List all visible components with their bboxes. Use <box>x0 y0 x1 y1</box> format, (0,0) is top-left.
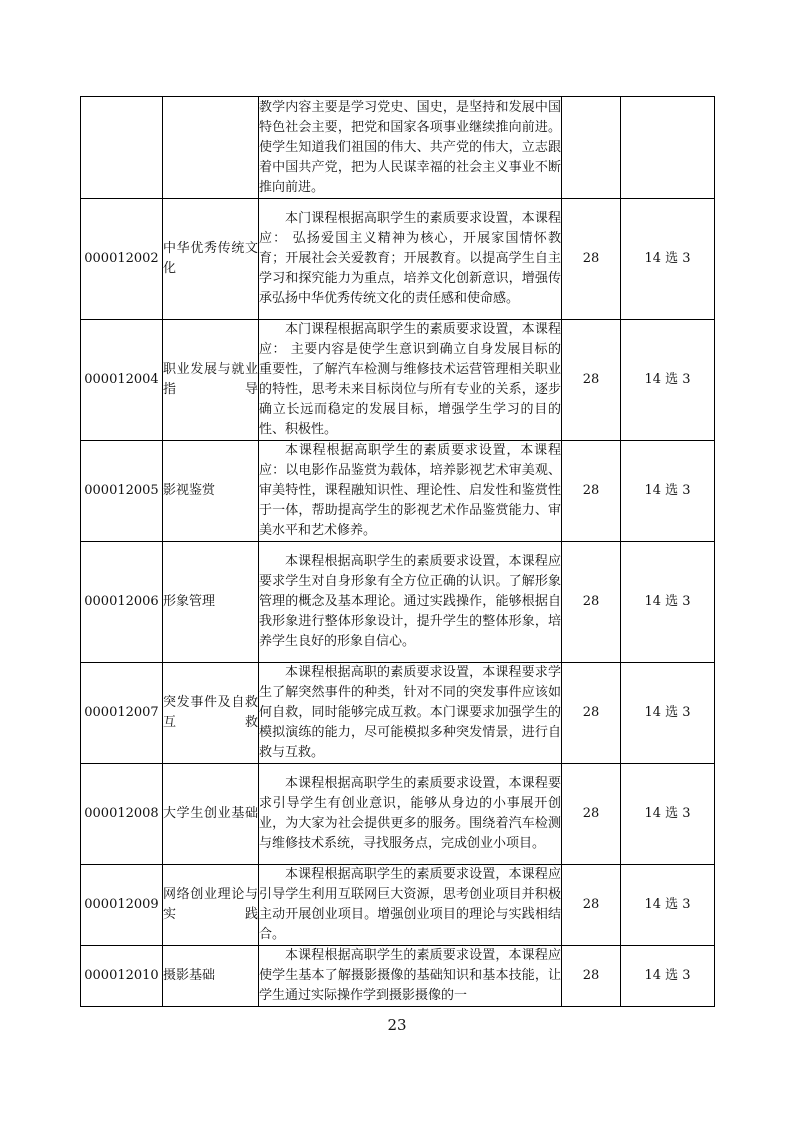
course-name-cell: 网络创业理论与实践 <box>163 865 259 946</box>
course-selection-cell: 14 选 3 <box>621 865 715 946</box>
course-table <box>80 96 715 1007</box>
course-description-cell <box>259 946 562 1007</box>
course-selection-cell: 14 选 3 <box>621 946 715 1007</box>
course-description: 本课程根据高职学生的素质要求设置，本课程应使学生基本了解摄影摄像的基础知识和基本技能，让学生通过实际操作学到摄影摄像的一 <box>259 948 561 1003</box>
course-description: 本课程根据高职学生的素质要求设置，本课程应引导学生利用互联网巨大资源，思考创业项目并积极主动开展创业项目。增强创业项目的理论与实践相结合。 <box>259 867 561 942</box>
table-row <box>81 764 715 865</box>
course-name-cell: 职业发展与就业指导 <box>163 320 259 441</box>
course-description: 本门课程根据高职学生的素质要求设置，本课程应： 弘扬爱国主义精神为核心，开展家国情怀教育；开展社会关爱教育；开展教育。以提高学生自主学习和探究能力为重点，培养文化创新意识，增强传承弘扬中华优秀传统文化的责任感和使命感。 <box>259 211 561 306</box>
table-row <box>81 97 715 199</box>
course-selection-cell <box>621 97 715 199</box>
table-row <box>81 865 715 946</box>
course-description-cell <box>259 542 562 663</box>
course-name-cell: 摄影基础 <box>163 946 259 1007</box>
course-hours-cell: 28 <box>562 946 621 1007</box>
course-selection-cell: 14 选 3 <box>621 542 715 663</box>
course-description: 本课程根据高职学生的素质要求设置，本课程应：以电影作品鉴赏为载体，培养影视艺术审美观、审美特性，课程融知识性、理论性、启发性和鉴赏性于一体，帮助提高学生的影视艺术作品鉴赏能力、审美水平和艺术修养。 <box>259 443 561 538</box>
course-description: 本门课程根据高职学生的素质要求设置，本课程应： 主要内容是使学生意识到确立自身发展目标的重要性，了解汽车检测与维修技术运营管理相关职业的特性，思考未来目标岗位与所有专业的关系，逐步确立长远而稳定的发展目标，增强学生学习的目的性、积极性。 <box>259 322 561 437</box>
table-row <box>81 542 715 663</box>
course-hours-cell: 28 <box>562 764 621 865</box>
course-code-cell: 000012006 <box>81 542 163 663</box>
page-number: 23 <box>387 1016 407 1034</box>
course-description-cell <box>259 199 562 320</box>
course-name-cell <box>163 97 259 199</box>
course-hours-cell: 28 <box>562 663 621 764</box>
table-row <box>81 320 715 441</box>
course-selection-cell: 14 选 3 <box>621 764 715 865</box>
course-name-cell: 影视鉴赏 <box>163 441 259 542</box>
course-name-cell: 中华优秀传统文化 <box>163 199 259 320</box>
table-row <box>81 199 715 320</box>
course-name-cell: 突发事件及自救互救 <box>163 663 259 764</box>
table-row <box>81 441 715 542</box>
course-description-cell <box>259 764 562 865</box>
course-description-cell <box>259 97 562 199</box>
course-selection-cell: 14 选 3 <box>621 441 715 542</box>
course-description-cell <box>259 865 562 946</box>
course-code-cell: 000012002 <box>81 199 163 320</box>
course-hours-cell: 28 <box>562 441 621 542</box>
course-name-cell: 形象管理 <box>163 542 259 663</box>
course-code-cell: 000012008 <box>81 764 163 865</box>
table-row <box>81 946 715 1007</box>
course-hours-cell: 28 <box>562 320 621 441</box>
course-code-cell: 000012007 <box>81 663 163 764</box>
course-description: 本课程根据高职学生的素质要求设置，本课程要求引导学生有创业意识，能够从身边的小事展开创业，为大家为社会提供更多的服务。围绕着汽车检测与维修技术系统，寻找服务点，完成创业小项目。 <box>259 776 561 851</box>
course-hours-cell: 28 <box>562 199 621 320</box>
course-selection-cell: 14 选 3 <box>621 663 715 764</box>
course-description-cell <box>259 320 562 441</box>
course-hours-cell <box>562 97 621 199</box>
course-code-cell: 000012004 <box>81 320 163 441</box>
table-row <box>81 663 715 764</box>
course-description: 本课程根据高职学生的素质要求设置，本课程应要求学生对自身形象有全方位正确的认识。了解形象管理的概念及基本理论。通过实践操作，能够根据自我形象进行整体形象设计，提升学生的整体形象，培养学生良好的形象自信心。 <box>259 554 561 649</box>
course-selection-cell: 14 选 3 <box>621 320 715 441</box>
course-selection-cell: 14 选 3 <box>621 199 715 320</box>
course-name-cell: 大学生创业基础 <box>163 764 259 865</box>
course-description: 教学内容主要是学习党史、国史，是坚持和发展中国特色社会主要，把党和国家各项事业继续推向前进。使学生知道我们祖国的伟大、共产党的伟大，立志跟着中国共产党，把为人民谋幸福的社会主义事业不断推向前进。 <box>259 99 561 195</box>
course-description: 本课程根据高职的素质要求设置，本课程要求学生了解突然事件的种类，针对不同的突发事件应该如何自救，同时能够完成互救。本门课要求加强学生的模拟演练的能力，尽可能模拟多种突发情景，进行自救与互救。 <box>259 665 561 760</box>
course-description-cell <box>259 441 562 542</box>
course-code-cell: 000012010 <box>81 946 163 1007</box>
course-description-cell <box>259 663 562 764</box>
course-code-cell: 000012009 <box>81 865 163 946</box>
course-hours-cell: 28 <box>562 865 621 946</box>
course-code-cell <box>81 97 163 199</box>
course-hours-cell: 28 <box>562 542 621 663</box>
course-code-cell: 000012005 <box>81 441 163 542</box>
